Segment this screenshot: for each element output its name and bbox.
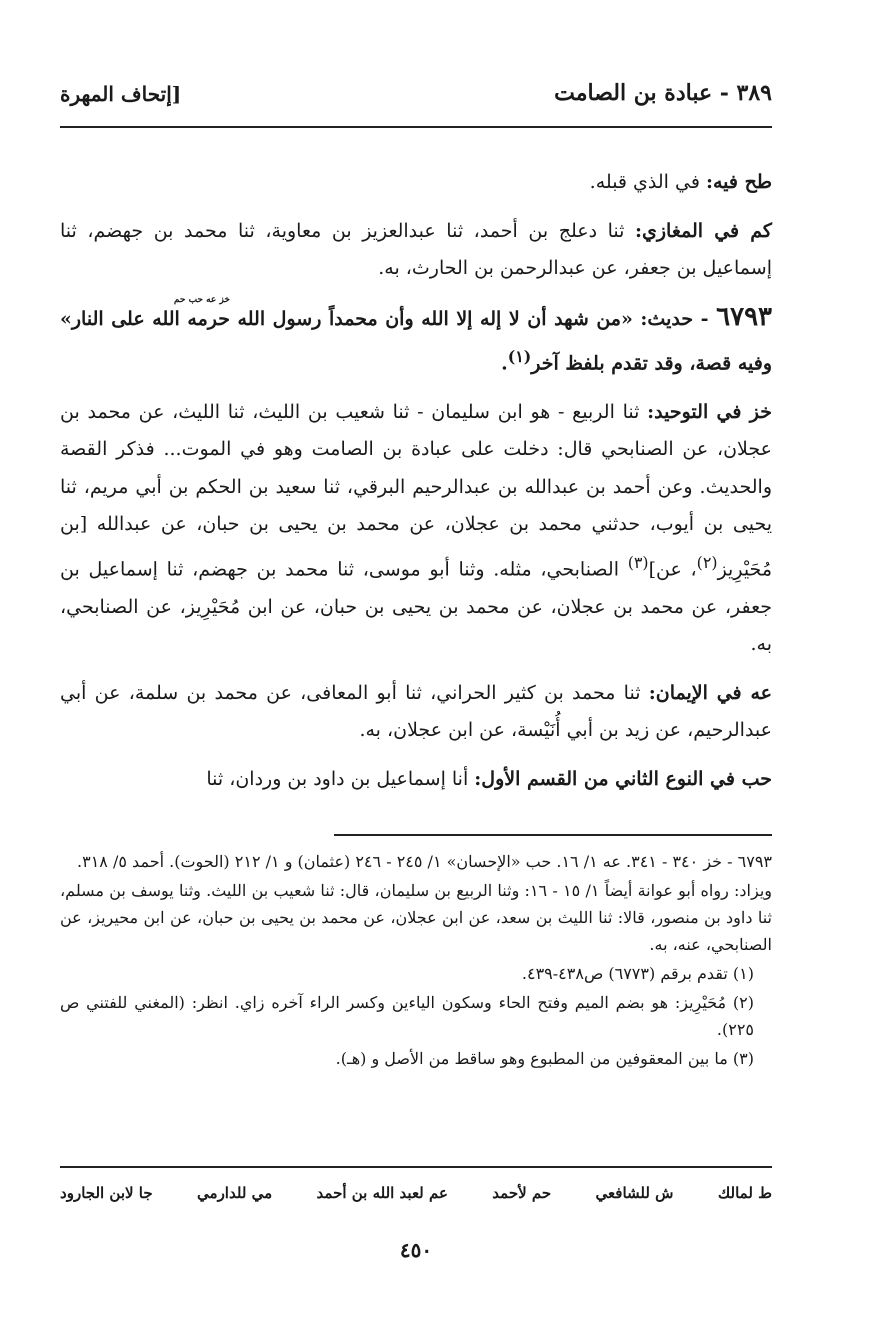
hadith-text: - حديث: «من شهد أن لا إله إلا الله وأن محمداً رسول الله xyxy=(229,307,717,330)
chapter-title: ٣٨٩ - عبادة بن الصامت xyxy=(554,80,772,106)
page-body xyxy=(60,0,772,1337)
paragraph-text-mid: ، عن] xyxy=(648,558,697,581)
footnote-ref: (٢) xyxy=(696,552,718,572)
footnote-ref: (٣) xyxy=(627,552,649,572)
hadith-end: . xyxy=(501,352,508,375)
paragraph-hb xyxy=(60,761,772,799)
page-number: ٤٥٠ xyxy=(399,1238,433,1262)
paragraph-kam xyxy=(60,213,772,288)
footnote-2: (٢) مُحَيْرِيز: هو بضم الميم وفتح الحاء وسكون الياءين وكسر الراء آخره زاي. انظر: (المغني للفتني ص ٢٢٥). xyxy=(60,993,754,1039)
source-label: عه في الإيمان: xyxy=(648,681,772,704)
paragraph-text: ثنا محمد بن كثير الحراني، ثنا أبو المعافى، عن محمد بن سلمة، عن أبي عبدالرحيم، عن زيد بن أبي أُنَيْسة، عن ابن عجلان، به. xyxy=(60,681,772,742)
paragraph-tah xyxy=(60,164,772,202)
hadith-marked-word xyxy=(173,294,230,330)
footnote-sources: ٦٧٩٣ - خز ٣٤٠ - ٣٤١. عه ١/ ١٦. حب «الإحسان» ١/ ٢٤٥ - ٢٤٦ (عثمان) و ١/ ٢١٢ (الحوت). أحمد ٥/ ٣١٨. xyxy=(77,852,772,871)
paragraph-text-tail: الصنابحي، مثله. وثنا أبو موسى، ثنا محمد بن جهضم، ثنا إسماعيل بن جعفر، عن محمد بن عجلان، عن محمد بن يحيى بن حبان، عن ابن مُحَيْرِيز، عن الصنابحي، به. xyxy=(60,558,772,656)
footnote-3: (٣) ما بين المعقوفين من المطبوع وهو ساقط من الأصل و (هـ). xyxy=(335,1049,754,1068)
hadith-number: ٦٧٩٣ xyxy=(716,301,772,332)
paragraph-text: ثنا الربيع - هو ابن سليمان - ثنا شعيب بن الليث، ثنا الليث، عن محمد بن عجلان، عن الصنابحي قال: دخلت على عبادة بن الصامت وهو في الموت... فذكر القصة والحديث. وعن أحمد بن عبدالله بن عبدالرحيم البرقي، ثنا سعيد بن الحكم بن أبي مريم، ثنا يحيى بن أيوب، حدثني محمد بن عجلان، عن محمد بن يحيى بن حبان، عن عبدالله [بن مُحَيْرِيز xyxy=(60,400,772,581)
abbreviation-item: ط لمالك xyxy=(717,1184,772,1202)
marked-word: حرمه xyxy=(187,307,230,330)
paragraph-khz xyxy=(60,394,772,664)
paragraph-text: في الذي قبله. xyxy=(589,171,706,193)
source-sigla: خز عه حب حم xyxy=(173,294,230,305)
abbreviation-rule xyxy=(60,1166,772,1168)
abbreviation-item: حم لأحمد xyxy=(492,1184,552,1202)
paragraph-text: أنا إسماعيل بن داود بن وردان، ثنا xyxy=(206,767,475,790)
paragraph-ah xyxy=(60,675,772,750)
abbreviation-item: مي للدارمي xyxy=(197,1184,273,1202)
abbreviation-item: عم لعبد الله بن أحمد xyxy=(316,1184,448,1202)
source-label: خز في التوحيد: xyxy=(647,400,772,423)
paragraph-text: ثنا دعلج بن أحمد، ثنا عبدالعزيز بن معاوية، ثنا محمد بن جهضم، ثنا إسماعيل بن جعفر، عن عبدالرحمن بن الحارث، به. xyxy=(60,219,772,279)
hadith-text-rest: الله على النار» وفيه قصة، وقد تقدم بلفظ آخر xyxy=(60,307,772,375)
header-rule xyxy=(60,126,772,128)
abbreviation-key xyxy=(60,1184,772,1202)
running-header xyxy=(60,80,772,116)
main-text xyxy=(60,164,772,809)
abbreviation-item: جا لابن الجارود xyxy=(60,1184,153,1202)
footnote-rule xyxy=(334,834,772,836)
source-label: كم في المغازي: xyxy=(635,219,772,242)
footnote-1: (١) تقدم برقم (٦٧٧٣) ص٤٣٨-٤٣٩. xyxy=(521,964,754,983)
source-label: حب في النوع الثاني من القسم الأول: xyxy=(474,767,772,790)
footnotes xyxy=(60,848,772,1074)
abbreviation-item: ش للشافعي xyxy=(595,1184,674,1202)
source-label: طح فيه: xyxy=(705,171,772,193)
footnote-additions: ويزاد: رواه أبو عوانة أيضاً ١/ ١٥ - ١٦: وثنا الربيع بن سليمان، قال: ثنا شعيب بن الليث. وثنا يوسف بن مسلم، ثنا داود بن منصور، قالا: ثنا الليث بن سعد، عن ابن عجلان، عن محمد بن يحيى بن حبان، عن ابن محيريز، عن الصنابحي، عنه، به. xyxy=(60,881,773,954)
hadith-entry xyxy=(60,294,772,383)
footnote-ref: (١) xyxy=(507,347,532,366)
book-title: [إتحاف المهرة xyxy=(60,82,182,106)
